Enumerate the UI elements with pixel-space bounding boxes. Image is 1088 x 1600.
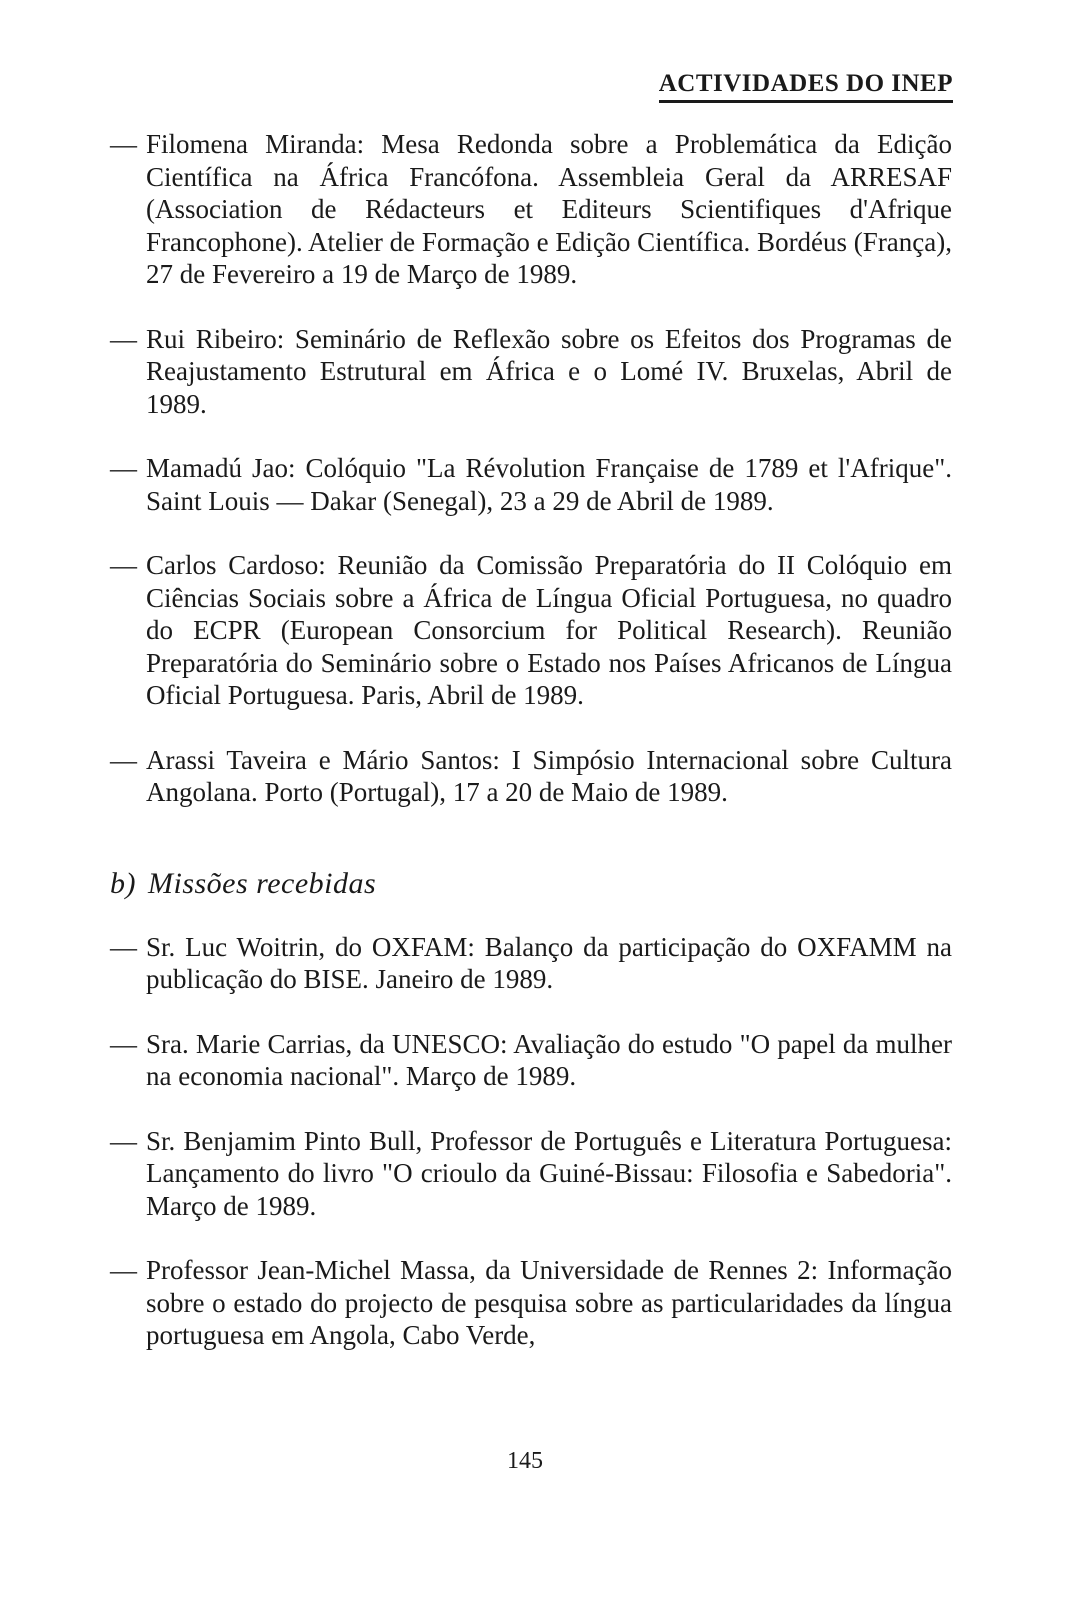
- entry-text: Arassi Taveira e Mário Santos: I Simpósio Internacional sobre Cultura Angolana. Porto (Portugal), 17 a 20 de Maio de 1989.: [146, 744, 952, 807]
- em-dash: —: [110, 453, 137, 483]
- entry-text: Professor Jean-Michel Massa, da Universidade de Rennes 2: Informação sobre o estado do projecto de pesquisa sobre as particularidades da língua portuguesa em Angola, Cabo Verde,: [146, 1255, 952, 1350]
- em-dash: —: [110, 1125, 137, 1156]
- em-dash: —: [110, 129, 137, 159]
- entry-text: Sr. Luc Woitrin, do OXFAM: Balanço da participação do OXFAMM na publicação do BISE. Janeiro de 1989.: [146, 931, 952, 994]
- em-dash: —: [110, 744, 137, 775]
- em-dash: —: [110, 931, 137, 962]
- list-item: [110, 323, 952, 421]
- section-title: Missões recebidas: [148, 866, 377, 900]
- em-dash: —: [110, 323, 137, 354]
- running-head: ACTIVIDADES DO INEP: [659, 70, 953, 103]
- page-body: [110, 128, 952, 1384]
- list-item: [110, 549, 952, 712]
- em-dash: —: [110, 550, 137, 580]
- list-item: [110, 1028, 952, 1093]
- section-heading: [110, 867, 952, 901]
- entry-text: Sra. Marie Carrias, da UNESCO: Avaliação do estudo "O papel da mulher na economia nacional". Março de 1989.: [146, 1028, 952, 1091]
- page-number: 145: [507, 1448, 543, 1474]
- entry-text: Mamadú Jao: Colóquio "La Révolution Française de 1789 et l'Afrique". Saint Louis — Dakar (Senegal), 23 a 29 de Abril de 1989.: [146, 453, 952, 516]
- list-item: [110, 744, 952, 809]
- list-item: [110, 1125, 952, 1223]
- section-letter: b): [110, 866, 136, 900]
- entry-text: Sr. Benjamim Pinto Bull, Professor de Português e Literatura Portuguesa: Lançamento do livro "O crioulo da Guiné-Bissau: Filosofia e Sabedoria". Março de 1989.: [146, 1125, 952, 1221]
- list-item: [110, 452, 952, 517]
- list-item: [110, 1254, 952, 1352]
- em-dash: —: [110, 1255, 137, 1285]
- entry-text: Filomena Miranda: Mesa Redonda sobre a Problemática da Edição Científica na África Francófona. Assembleia Geral da ARRESAF (Association de Rédacteurs et Editeurs Scientifiques d'Afrique Francophone). Atelier de Formação e Edição Científica. Bordéus (França), 27 de Fevereiro a 19 de Março de 1989.: [146, 129, 952, 289]
- list-item: [110, 128, 952, 291]
- list-item: [110, 931, 952, 996]
- em-dash: —: [110, 1028, 137, 1059]
- entry-text: Rui Ribeiro: Seminário de Reflexão sobre os Efeitos dos Programas de Reajustamento Estrutural em África e o Lomé IV. Bruxelas, Abril de 1989.: [146, 323, 952, 419]
- entry-text: Carlos Cardoso: Reunião da Comissão Preparatória do II Colóquio em Ciências Sociais sobre a África de Língua Oficial Portuguesa, no quadro do ECPR (European Consorcium for Political Research). Reunião Preparatória do Seminário sobre o Estado nos Países Africanos de Língua Oficial Portuguesa. Paris, Abril de 1989.: [146, 550, 952, 710]
